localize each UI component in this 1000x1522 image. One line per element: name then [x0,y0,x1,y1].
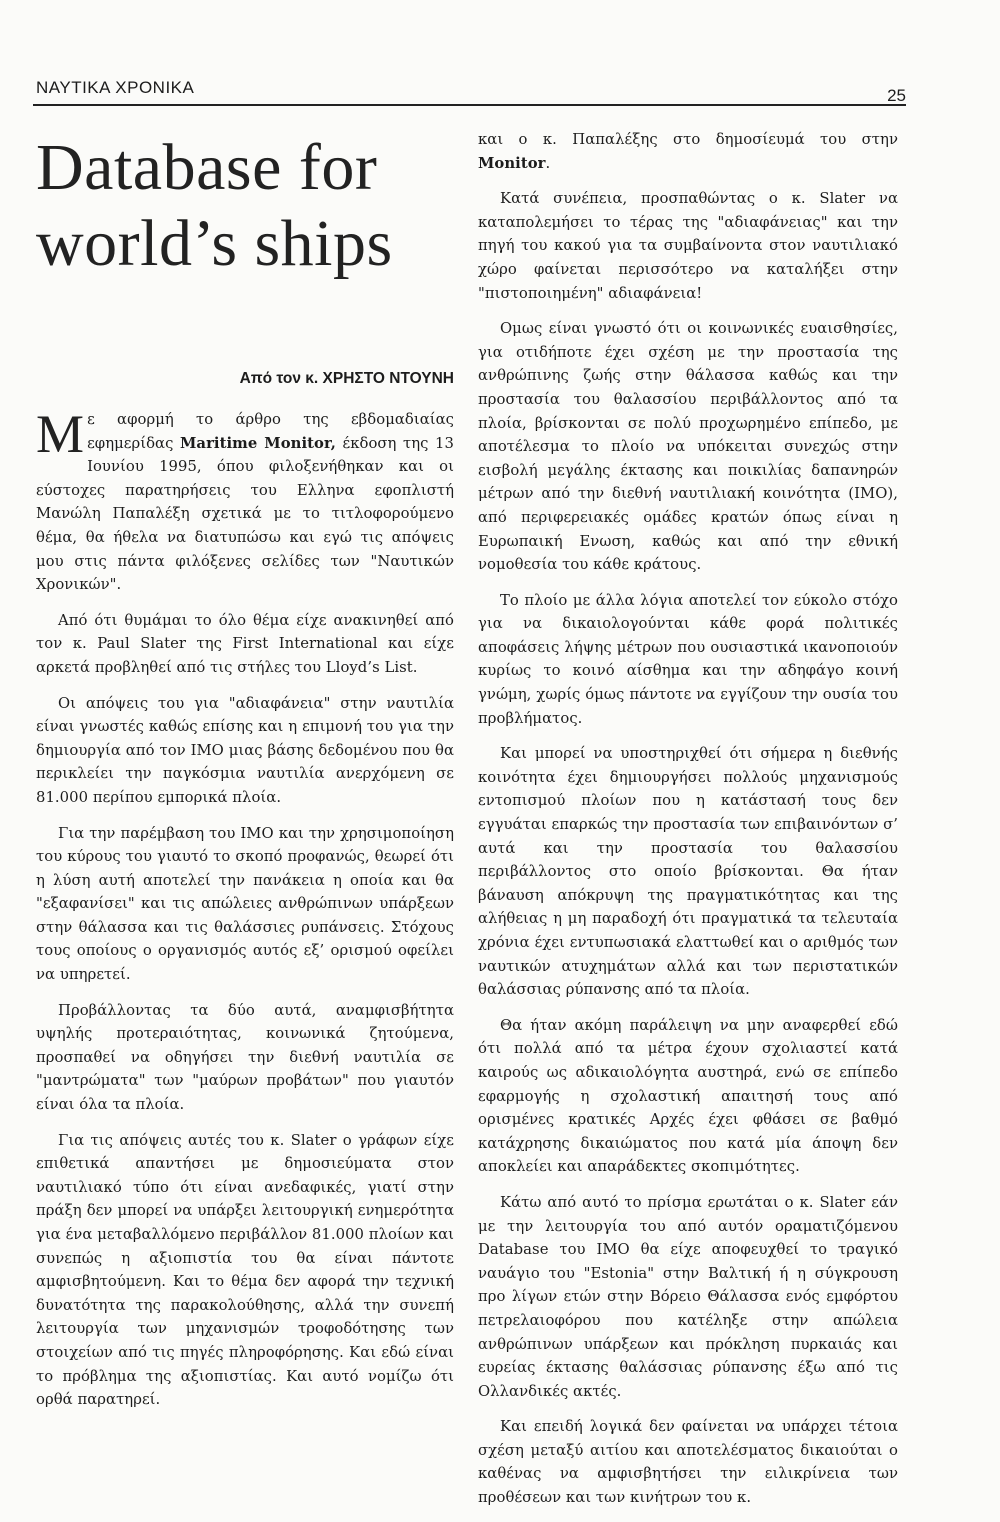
paragraph: Οι απόψεις του για "αδιαφάνεια" στην ναυτιλία είναι γνωστές καθώς επίσης και η επιμονή του για την δημιουργία από τον ΙΜΟ μιας βάσης δεδομένου που θα περικλείει την παγκόσμια ναυτιλία ανερχόμενη σε 81.000 περίπου εμπορικά πλοία. [36,694,454,806]
article-title: Database for world’s ships [36,131,393,280]
paragraph: Mε αφορμή το άρθρο της εβδομαδιαίας εφημερίδας Maritime Monitor, έκδοση της 13 Ιουνίου 1995, όπου φιλοξενήθηκαν και οι εύστοχες παρατηρήσεις του Ελληνα εφοπλιστή Μανώλη Παπαλέξη σχετικά με το τιτλοφορούμενο θέμα, θα ήθελα να διατυπώσω και εγώ τις απόψεις μου στις πάντα φιλόξενες σελίδες των "Ναυτικών Χρονικών". [36,404,454,594]
byline: Από τον κ. ΧΡΗΣΤΟ ΝΤΟΥΝΗ [239,370,454,387]
paragraph: Και μπορεί να υποστηριχθεί ότι σήμερα η διεθνής κοινότητα έχει δημιουργήσει πολλούς μηχανισμούς εντοπισμού πλοίων που η κατάστασή τους δεν εγγυάται επαρκώς την προστασία των επιβαινόντων σ’ αυτά και την προστασία του θαλασσίου περιβάλλοντος στο οποίο βρίσκονται. Θα ήταν βάναυση απόκρυψη της πραγματικότητας και της αλήθειας η μη παραδοχή ότι πραγματικά τα τελευταία χρόνια έχει εντυπωσιακά ελαττωθεί και ο αριθμός των ναυτικών ατυχημάτων αλλά και των περιστατικών θαλάσσιας ρύπανσης από τα πλοία. [478,745,899,999]
drop-cap: M [36,404,85,464]
paragraph: Κατά συνέπεια, προσπαθώντας ο κ. Slater να καταπολεμήσει το τέρας της "αδιαφάνειας" και την πηγή του κακού για τα συμβαίνοντα στον ναυτιλιακό χώρο φαίνεται περισσότερο να καταλήξει στην "πιστοποιημένη" αδιαφάνεια! [478,190,898,302]
header-rule [33,104,906,106]
paragraph: Το πλοίο με άλλα λόγια αποτελεί τον εύκολο στόχο για να δικαιολογούνται κάθε φορά πολιτικές αποφάσεις λήψης μέτρων που ουσιαστικά ικανοποιούν κυρίως το κοινό αίσθημα και την αδηφάγο κοινή γνώμη, χωρίς όμως πάντοτε να εγγίζουν την ουσία του προβλήματος. [478,591,898,727]
paragraph: Προβάλλοντας τα δύο αυτά, αναμφισβήτητα υψηλής προτεραιότητας, κοινωνικά ζητούμενα, προσπαθεί να οδηγήσει την διεθνή ναυτιλία σε "μαντρώματα" των "μαύρων προβάτων" που γιαυτόν είναι όλα τα πλοία. [36,1001,454,1114]
section-name: ΝΑΥΤΙΚΑ ΧΡΟΝΙΚΑ [36,78,195,97]
paragraph: Κάτω από αυτό το πρίσμα ερωτάται ο κ. Slater εάν με την λειτουργία του από αυτόν οραματιζόμενου Database του ΙΜΟ θα είχε αποφευχθεί το τραγικό ναυάγιο του "Estonia" στην Βαλτική ή η σύγκρουση προ λίγων ετών στην Βόρειο Θάλασσα ενός εμφόρτου πετρελαιοφόρου που κατέληξε στην απώλεια ανθρώπινων υπάρξεων και πρόκληση πυρκαιάς και ευρείας έκτασης θαλάσσιας ρύπανσης έξω από τις Ολλανδικές ακτές. [478,1193,898,1400]
page-number: 25 [887,86,906,105]
right-column [478,128,898,1522]
paragraph: Από ότι θυμάμαι το όλο θέμα είχε ανακινηθεί από τον κ. Paul Slater της First International και είχε αρκετά προβληθεί από τις στήλες του Lloyd’s List. [36,611,454,676]
publication-name: Monitor [478,154,546,172]
paragraph: Θα ήταν ακόμη παράλειψη να μην αναφερθεί εδώ ότι πολλά από τα μέτρα έχουν σχολιαστεί κατά καιρούς ως αδικαιολόγητα αυστηρά, ενώ σε επίπεδο εφαρμογής η σχολαστική απαιτησή τους από ορισμένες κρατικές Αρχές έχει φθάσει σε βαθμό κατάχρησης δικαιώματος που κατά μία άποψη δεν αποκλείει και απαράδεκτες σκοπιμότητες. [478,1016,898,1176]
publication-name: Maritime Monitor, [180,434,336,452]
paragraph: Για τις απόψεις αυτές του κ. Slater ο γράφων είχε επιθετικά απαντήσει με δημοσιεύματα στον ναυτιλιακό τύπο ότι είναι ανεδαφικές, γιατί στην πράξη δεν μπορεί να υπάρξει λειτουργική ενημερότητα για ένα μεταβαλλόμενο περιβάλλον 81.000 πλοίων και συνεπώς η αξιοπιστία του θα είναι πάντοτε αμφισβητούμενη. Και το θέμα δεν αφορά την τεχνική δυνατότητα της παρακολούθησης, αλλά την συνεπή λειτουργία των μηχανισμών τροφοδότησης των στοιχείων από τις πηγές πληροφόρησης. Και εδώ είναι το πρόβλημα της αξιοπιστίας. Και αυτό νομίζω ότι ορθά παρατηρεί. [36,1131,454,1409]
paragraph: και ο κ. Παπαλέξης στο δημοσίευμά του στην Monitor. [478,131,898,172]
paragraph: Ομως είναι γνωστό ότι οι κοινωνικές ευαισθησίες, για οτιδήποτε έχει σχέση με την προστασία της ανθρώπινης ζωής στην θάλασσα καθώς και την προστασία του θαλασσίου περιβάλλοντος από τα πλοία, βρίσκονται σε πολύ προχωρημένο επίπεδο, με αποτέλεσμα το πλοίο να υπόκειται συνεχώς στην εισβολή μεγάλης έκτασης και ποικιλίας δαπανηρών μέτρων από την διεθνή ναυτιλιακή κοινότητα (ΙΜΟ), από περιφερειακές ομάδες κρατών όπως είναι η Ευρωπαική Ενωση, καθώς και από την εθνική νομοθεσία του κάθε κράτους. [478,320,898,574]
paragraph: Για την παρέμβαση του ΙΜΟ και την χρησιμοποίηση του κύρους του γιαυτό το σκοπό προφανώς, θεωρεί ότι η λύση αυτή αποτελεί την πανάκεια η οποία και θα "εξαφανίσει" και τις απώλειες ανθρώπινων υπάρξεων στην θάλασσα και τις θαλάσσιες ρυπάνσεις. Στόχους τους οποίους ο οργανισμός αυτός εξ’ ορισμού οφείλει να υπηρετεί. [36,824,454,984]
left-column [36,404,454,1424]
paragraph: Και επειδή λογικά δεν φαίνεται να υπάρχει τέτοια σχέση μεταξύ αιτίου και αποτελέσματος δικαιούται ο καθένας να αμφισβητήσει την ειλικρίνεια των προθέσεων και των κινήτρων του κ. [478,1418,898,1507]
